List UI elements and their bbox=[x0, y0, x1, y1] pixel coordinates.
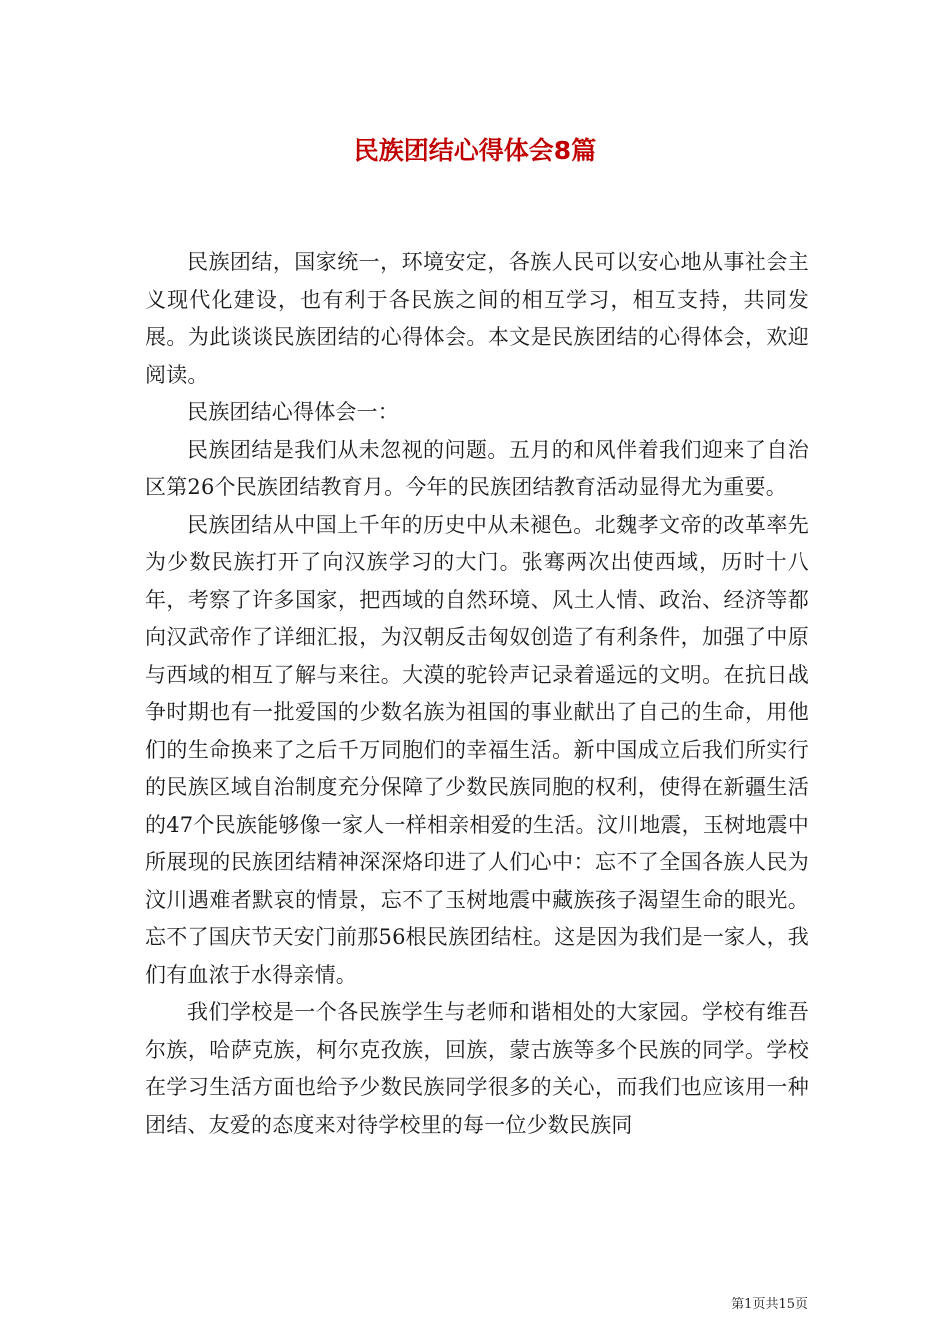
page-number-footer: 第1页共15页 bbox=[731, 1297, 808, 1312]
paragraph: 民族团结从中国上千年的历史中从未褪色。北魏孝文帝的改革率先为少数民族打开了向汉族学习的大门。张骞两次出使西域，历时十八年，考察了许多国家，把西域的自然环境、风土人情、政治、经济等都向汉武帝作了详细汇报，为汉朝反击匈奴创造了有利条件，加强了中原与西域的相互了解与来往。大漠的驼铃声记录着遥远的文明。在抗日战争时期也有一批爱国的少数名族为祖国的事业献出了自己的生命，用他们的生命换来了之后千万同胞们的幸福生活。新中国成立后我们所实行的民族区域自治制度充分保障了少数民族同胞的权利，使得在新疆生活的47个民族能够像一家人一样相亲相爱的生活。汶川地震，玉树地震中所展现的民族团结精神深深烙印进了人们心中：忘不了全国各族人民为汶川遇难者默哀的情景，忘不了玉树地震中藏族孩子渴望生命的眼光。忘不了国庆节天安门前那56根民族团结柱。这是因为我们是一家人，我们有血浓于水得亲情。 bbox=[145, 512, 809, 987]
paragraph-intro: 民族团结，国家统一，环境安定，各族人民可以安心地从事社会主义现代化建设，也有利于各民族之间的相互学习，相互支持，共同发展。为此谈谈民族团结的心得体会。本文是民族团结的心得体会，欢迎阅读。 bbox=[145, 250, 809, 387]
document-body bbox=[145, 244, 809, 1144]
document-title: 民族团结心得体会8篇 bbox=[353, 136, 597, 165]
paragraph: 民族团结是我们从未忽视的问题。五月的和风伴着我们迎来了自治区第26个民族团结教育月。今年的民族团结教育活动显得尤为重要。 bbox=[145, 437, 809, 499]
section-heading: 民族团结心得体会一： bbox=[187, 400, 399, 424]
paragraph: 我们学校是一个各民族学生与老师和谐相处的大家园。学校有维吾尔族，哈萨克族，柯尔克孜族，回族，蒙古族等多个民族的同学。学校在学习生活方面也给予少数民族同学很多的关心，而我们也应该用一种团结、友爱的态度来对待学校里的每一位少数民族同 bbox=[145, 1000, 809, 1137]
